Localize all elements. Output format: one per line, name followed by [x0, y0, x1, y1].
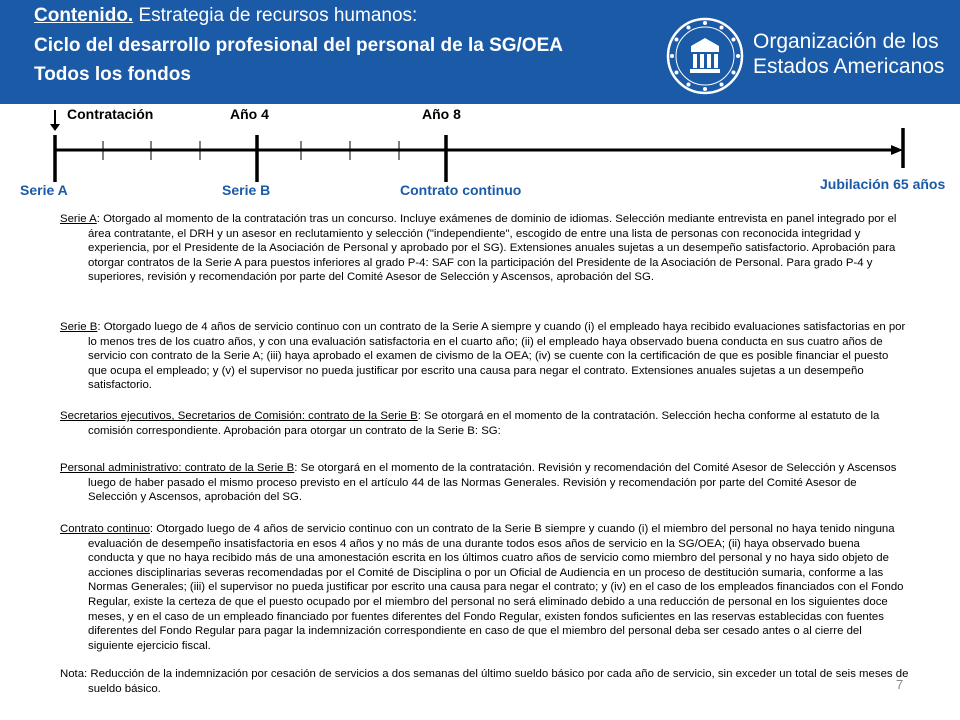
- org-name-line1: Organización de los: [753, 30, 939, 53]
- paragraph-administrativo: [60, 461, 906, 505]
- org-name-line2: Estados Americanos: [753, 55, 945, 78]
- text-serie-b: : Otorgado luego de 4 años de servicio continuo con un contrato de la Serie A siempre y cuando (i) el empleado haya recibido evaluaciones satisfactorias en por lo menos tres de los cuatro años, y con una evaluación satisfactoria en el cuarto año; (ii) el empleado haya observado buena conducta en sus cuatro años de servicio con contrato de la Serie A; (iii) haya aprobado el examen de civismo de la OEA; (iv) se cuente con la certificación de que es posible financiar el puesto que ocupa el empleado; y (v) el supervisor no pueda justificar por escrito una causa para negar el contrato. Extensiones anuales sujetas a un desempeño satisfactorio.: [88, 321, 906, 392]
- term-secretarios: Secretarios ejecutivos, Secretarios de Comisión: contrato de la Serie B: [60, 410, 418, 422]
- label-contratacion: Contratación: [67, 106, 154, 122]
- header-title-prefix: Contenido.: [34, 5, 134, 26]
- paragraph-serie-b-block: [60, 320, 906, 393]
- header-title-line1: [34, 5, 417, 27]
- label-ano-4: Año 4: [230, 106, 269, 122]
- paragraph-serie-b: [60, 320, 906, 393]
- paragraph-administrativo-block: [60, 461, 906, 505]
- paragraph-serie-a-block: [60, 212, 906, 285]
- term-serie-b: Serie B: [60, 321, 98, 333]
- timeline-arrowhead: [891, 145, 903, 155]
- hire-pointer-arrowhead: [50, 124, 60, 131]
- label-contrato-continuo: Contrato continuo: [400, 182, 522, 198]
- paragraph-secretarios: [60, 409, 906, 438]
- header-title-rest: Estrategia de recursos humanos:: [133, 5, 418, 26]
- oas-emblem-icon: [665, 16, 745, 96]
- paragraph-serie-a: [60, 212, 906, 285]
- term-serie-a: Serie A: [60, 213, 97, 225]
- page-number: 7: [896, 677, 904, 692]
- header-title-line2: Ciclo del desarrollo profesional del personal de la SG/OEA: [34, 35, 563, 56]
- label-ano-8: Año 8: [422, 106, 461, 122]
- paragraph-secretarios-block: [60, 409, 906, 438]
- term-contrato-continuo: Contrato continuo: [60, 523, 150, 535]
- header-title-line3: Todos los fondos: [34, 64, 191, 85]
- label-serie-b: Serie B: [222, 182, 271, 198]
- text-administrativo: : Se otorgará en el momento de la contratación. Revisión y recomendación del Comité Asesor de Selección y Ascensos luego de haber pasado el mismo proceso previsto en el artículo 44 de las Normas Generales. Revisión y recomendación por parte del Comité Asesor de Selección y Ascensos, aprobación del SG.: [88, 462, 897, 504]
- text-serie-a: : Otorgado al momento de la contratación tras un concurso. Incluye exámenes de dominio de idiomas. Selección mediante entrevista en panel integrado por el área contratante, el DRH y un asesor en reclutamiento y selección ("independiente", escogido de entre una lista de personas con reconocida integridad y experiencia, por el Presidente de la Asociación de Personal y aprobado por el SG). Extensiones anuales sujetas a un desempeño satisfactorio. Aprobación para otorgar contratos de la Serie A para puestos inferiores al grado P-4: SAF con la participación del Presidente de la Asociación de Personal. Para grado P-4 y superiores, revisión y recomendación por parte del Comité Asesor de Selección y Ascensos, aprobación del SG.: [88, 213, 897, 284]
- label-jubilacion: Jubilación 65 años: [820, 176, 946, 192]
- term-administrativo: Personal administrativo: contrato de la Serie B: [60, 462, 295, 474]
- header-banner: [0, 0, 960, 104]
- label-serie-a: Serie A: [20, 182, 68, 198]
- paragraph-contrato-continuo: [60, 522, 906, 653]
- text-contrato-continuo: : Otorgado luego de 4 años de servicio continuo con un contrato de la Serie B siempre y cuando (i) el miembro del personal no haya tenido ninguna evaluación de desempeño insatisfactoria en esos 4 años y no más de una durante todos esos años de servicio en la SG/OEA; (ii) haya observado buena conducta y que no haya recibido más de una amonestación escrita en los últimos cuatro años de servicio como miembro del personal y no haya sido objeto de acciones disciplinarias severas recomendadas por el Comité de Disciplina o por un Oficial de Audiencia en un proceso de destitución sumaria, conforme a las Normas Generales; (iii) el supervisor no pueda justificar por escrito una causa para negar el contrato; y (iv) en el caso de los empleados financiados con el Fondo Regular, existe la certeza de que el puesto ocupado por el miembro del personal no será eliminado debido a una reducción de personal en los siguientes doce meses, y en el caso de un empleado financiado por fuentes diferentes del Fondo Regular, existen fondos suficientes en las reservas establecidas con fuentes diferentes del Fondo Regular para pagar la indemnización correspondiente en caso de que el miembro del personal deba ser cesado antes o al cierre del siguiente ejercicio fiscal.: [88, 523, 904, 652]
- paragraph-contrato-continuo-block: [60, 522, 906, 653]
- footnote-nota: Nota: Reducción de la indemnización por cesación de servicios a dos semanas del último sueldo básico por cada año de servicio, sin exceder un total de seis meses de sueldo básico.: [60, 668, 909, 695]
- text-secretarios: : Se otorgará en el momento de la contratación. Selección hecha conforme al estatuto de la comisión correspondiente. Aprobación para otorgar un contrato de la Serie B: SG:: [88, 410, 880, 437]
